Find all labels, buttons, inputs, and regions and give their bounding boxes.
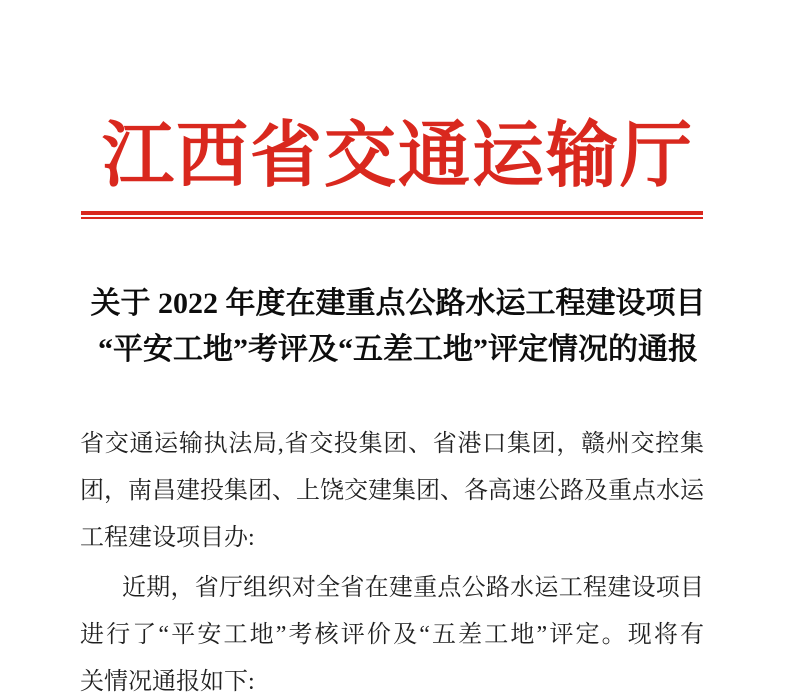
body-line: 团，南昌建投集团、上饶交建集团、各高速公路及重点水运 — [80, 478, 704, 504]
body-line: 工程建设项目办: — [80, 525, 255, 551]
rule-thin-line — [81, 217, 703, 219]
document-title-line-2: “平安工地”考评及“五差工地”评定情况的通报 — [98, 333, 698, 366]
body-line: 进行了“平安工地”考核评价及“五差工地”评定。现将有 — [80, 622, 704, 648]
body-line: 近期，省厅组织对全省在建重点公路水运工程建设项目 — [122, 575, 704, 601]
body-line: 省交通运输执法局,省交投集团、省港口集团，赣州交控集 — [80, 431, 704, 457]
paragraph-intro — [80, 565, 704, 698]
document-body — [80, 421, 704, 698]
document-title — [0, 281, 796, 373]
red-double-rule — [81, 211, 703, 219]
document-title-line-1: 关于 2022 年度在建重点公路水运工程建设项目 — [90, 287, 706, 320]
body-line: 关情况通报如下: — [80, 669, 255, 695]
agency-letterhead-title: 江西省交通运输厅 — [101, 116, 694, 196]
rule-thick-line — [81, 211, 703, 215]
paragraph-recipients — [80, 421, 704, 562]
